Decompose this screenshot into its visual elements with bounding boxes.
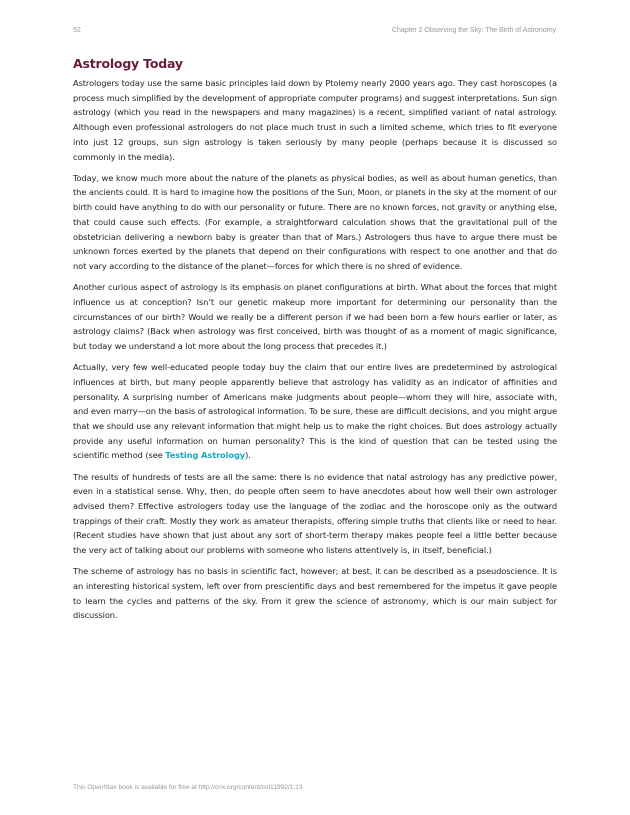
paragraph-4 bbox=[73, 360, 557, 463]
section-title: Astrology Today bbox=[73, 56, 183, 71]
page-footer: This OpenStax book is available for free at http://cnx.org/content/col11992/1.13 bbox=[73, 784, 303, 791]
paragraph-1: Astrologers today use the same basic principles laid down by Ptolemy nearly 2000 years ago. They cast horoscopes (a process much simplified by the development of appropriate computer programs) and suggest interpretations. Sun sign astrology (which you read in the newspapers and many magazines) is a recent, simplified variant of natal astrology. Although even professional astrologers do not place much trust in such a limited scheme, which tries to fit everyone into just 12 groups, sun sign astrology is taken seriously by many people (perhaps because it is discussed so commonly in the media). bbox=[73, 78, 557, 162]
page-number: 52 bbox=[73, 25, 81, 34]
paragraph-4-text-before-link: Actually, very few well-educated people today buy the claim that our entire lives are predetermined by astrological influences at birth, but many people apparently believe that astrology has validity as an indicator of affinities and personality. A surprising number of Americans make judgments about people—whom they will hire, associate with, and even marry—on the basis of astrological information. To be sure, these are difficult decisions, and you might argue that we should use any relevant information that might help us to make the right choices. But does astrology actually provide any useful information on human personality? This is the kind of question that can be tested using the scientific method (see bbox=[73, 362, 557, 461]
testing-astrology-link[interactable]: Testing Astrology bbox=[165, 450, 246, 461]
running-header bbox=[73, 25, 556, 34]
paragraph-3: Another curious aspect of astrology is its emphasis on planet configurations at birth. What about the forces that might influence us at conception? Isn’t our genetic makeup more important for determining our personality than the circumstances of our birth? Would we really be a different person if we had been born a few hours earlier or later, as astrology claims? (Back when astrology was first conceived, birth was thought of as a moment of magic significance, but today we understand a lot more about the long process that precedes it.) bbox=[73, 282, 557, 351]
paragraph-2: Today, we know much more about the nature of the planets as physical bodies, as well as about human genetics, than the ancients could. It is hard to imagine how the positions of the Sun, Moon, or planets in the sky at the moment of our birth could have anything to do with our personality or future. There are no known forces, not gravity or anything else, that could cause such effects. (For example, a straightforward calculation shows that the gravitational pull of the obstetrician delivering a newborn baby is greater than that of Mars.) Astrologers thus have to argue there must be unknown forces exerted by the planets that depend on their configurations with respect to one another and that do not vary according to the distance of the planet—forces for which there is no shred of evidence. bbox=[73, 172, 557, 271]
paragraph-4-text-after-link: ). bbox=[245, 450, 251, 461]
paragraph-5: The results of hundreds of tests are all the same: there is no evidence that natal astrology has any predictive power, even in a statistical sense. Why, then, do people often seem to have anecdotes about how well their own astrologer advised them? Effective astrologers today use the language of the zodiac and the horoscope only as the outward trappings of their craft. Mostly they work as amateur therapists, offering simple truths that clients like or need to hear. (Recent studies have shown that just about any sort of short-term therapy makes people feel a little better because the very act of talking about our problems with someone who listens attentively is, in itself, beneficial.) bbox=[73, 471, 557, 556]
paragraph-6: The scheme of astrology has no basis in scientific fact, however; at best, it can be described as a pseudoscience. It is an interesting historical system, left over from prescientific days and best remembered for the impetus it gave people to learn the cycles and patterns of the sky. From it grew the science of astronomy, which is our main subject for discussion. bbox=[73, 566, 557, 621]
main-content bbox=[73, 56, 557, 630]
chapter-title: Chapter 2 Observing the Sky: The Birth of Astronomy bbox=[391, 25, 556, 34]
